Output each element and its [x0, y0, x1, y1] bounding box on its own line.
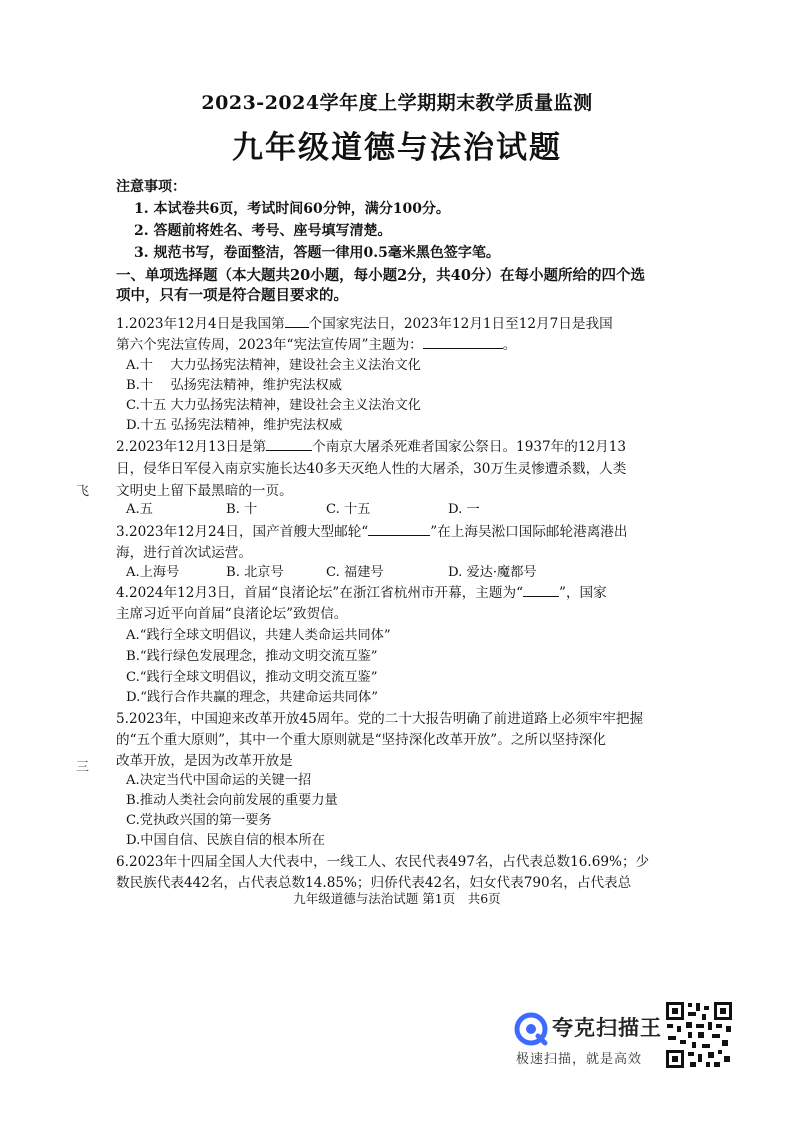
q5-option-c: C.党执政兴国的第一要务 [126, 813, 272, 828]
answer-blank [266, 436, 312, 451]
q4-line1: 4.2024年12月3日，首届“良渚论坛”在浙江省杭州市开幕，主题为“ ”，国家 [116, 581, 607, 601]
q1-option-a: A.十 大力弘扬宪法精神，建设社会主义法治文化 [126, 358, 421, 373]
q2-line2: 日，侵华日军侵入南京实施长达40多天灭绝人性的大屠杀，30万生灵惨遭杀戮，人类 [116, 461, 627, 477]
margin-mark: 三 [76, 760, 90, 775]
q5-option-b: B.推动人类社会向前发展的重要力量 [126, 793, 338, 808]
q2-option-c: C. 十五 [326, 502, 371, 517]
q2-line3: 文明史上留下最黑暗的一页。 [116, 483, 293, 499]
page-footer: 九年级道德与法治试题 第1页 共6页 [293, 891, 501, 906]
q3-option-d: D. 爱达·魔都号 [448, 565, 537, 580]
q2-option-d: D. 一 [448, 502, 480, 517]
q3-option-c: C. 福建号 [326, 565, 384, 580]
answer-blank [368, 521, 430, 536]
q4-option-a: A.“践行全球文明倡议，共建人类命运共同体” [126, 628, 391, 643]
q1-option-d: D.十五 弘扬宪法精神，维护宪法权威 [126, 418, 343, 433]
watermark-slogan: 极速扫描，就是高效 [516, 1052, 643, 1067]
q6-line1: 6.2023年十四届全国人大代表中，一线工人、农民代表497名，占代表总数16.69%；少 [116, 854, 650, 870]
q4-option-d: D.“践行合作共赢的理念，共建命运共同体” [126, 690, 378, 705]
watermark-brand: 夸克扫描王 [552, 1016, 662, 1040]
q1-line2: 第六个宪法宣传周，2023年“宪法宣传周”主题为： 。 [116, 333, 516, 353]
q4-option-b: B.“践行绿色发展理念，推动文明交流互鉴” [126, 649, 378, 664]
q2-line1: 2.2023年12月13日是第 个南京大屠杀死难者国家公祭日。1937年的12月13 [116, 435, 626, 455]
q2-options [126, 498, 646, 518]
answer-blank [423, 334, 503, 349]
note-item: 1. 本试卷共6页，考试时间60分钟，满分100分。 [134, 201, 450, 217]
exam-title-line1: 2023-2024学年度上学期期末教学质量监测 [201, 92, 593, 114]
q5-line1: 5.2023年，中国迎来改革开放45周年。党的二十大报告明确了前进道路上必须牢牢把握 [116, 711, 644, 727]
notes-heading: 注意事项： [116, 179, 186, 195]
margin-mark: 飞 [76, 484, 90, 499]
q4-line2: 主席习近平向首届“良渚论坛”致贺信。 [116, 606, 348, 622]
exam-title-line2: 九年级道德与法治试题 [232, 130, 562, 166]
q3-line2: 海，进行首次试运营。 [116, 545, 252, 561]
q4-option-c: C.“践行全球文明倡议，推动文明交流互鉴” [126, 670, 378, 685]
q1-line1: 1.2023年12月4日是我国第 个国家宪法日，2023年12月1日至12月7日是我国 [116, 312, 613, 332]
q5-line3: 改革开放，是因为改革开放是 [116, 753, 293, 769]
q3-options [126, 561, 646, 581]
q2-option-a: A.五 [126, 502, 153, 517]
q5-option-a: A.决定当代中国命运的关键一招 [126, 773, 312, 788]
qr-code-icon [664, 1000, 734, 1070]
q1-option-b: B.十 弘扬宪法精神，维护宪法权威 [126, 378, 342, 393]
q3-line1: 3.2023年12月24日，国产首艘大型邮轮“ ”在上海吴淞口国际邮轮港离港出 [116, 520, 628, 540]
answer-blank [285, 313, 309, 328]
section1-heading: 一、单项选择题（本大题共20小题，每小题2分，共40分）在每小题所给的四个选项中，只有一项是符合题目要求的。 [116, 267, 645, 304]
q2-option-b: B. 十 [226, 502, 258, 517]
q3-option-b: B. 北京号 [226, 565, 284, 580]
q5-line2: 的“五个重大原则”，其中一个重大原则就是“坚持深化改革开放”。之所以坚持深化 [116, 732, 606, 748]
note-item: 2. 答题前将姓名、考号、座号填写清楚。 [134, 223, 392, 239]
q1-option-c: C.十五 大力弘扬宪法精神，建设社会主义法治文化 [126, 398, 421, 413]
quark-logo-icon [514, 1012, 548, 1046]
q5-option-d: D.中国自信、民族自信的根本所在 [126, 833, 325, 848]
q3-option-a: A.上海号 [126, 565, 180, 580]
answer-blank [523, 582, 559, 597]
q6-line2: 数民族代表442名，占代表总数14.85%；归侨代表42名，妇女代表790名，占代表总 [116, 875, 632, 891]
note-item: 3. 规范书写，卷面整洁，答题一律用0.5毫米黑色签字笔。 [134, 245, 500, 261]
